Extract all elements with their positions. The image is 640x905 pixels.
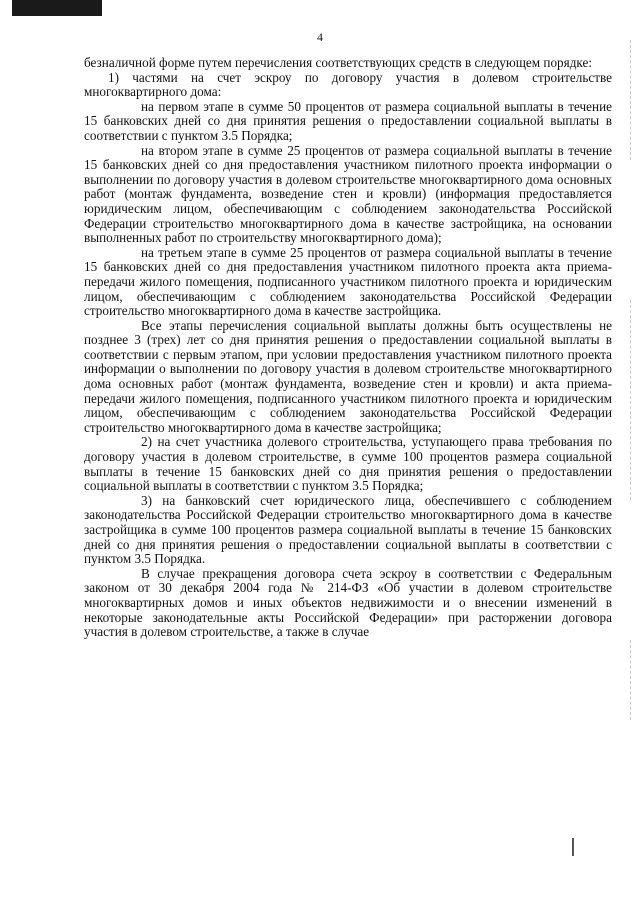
paragraph: В случае прекращения договора счета эскроу в соответствии с Федеральным законом от 30 декабря 2004 года № 214-ФЗ «Об участии в долевом строительстве многоквартирных домов и иных объектов недвижимости и о внесении изменений в некоторые законодательные акты Российской Федерации» при расторжении договора участия в долевом строительстве, а также в случае <box>84 565 612 640</box>
scan-artifact-top <box>12 0 102 16</box>
paragraph: на третьем этапе в сумме 25 процентов от размера социальной выплаты в течение 15 банковских дней со дня предоставления участником пилотного проекта акта приема-передачи жилого помещения, подписанного участником пилотного проекта и юридическим лицом, обеспечивающим с соблюдением законодательства Российской Федерации строительство многоквартирного дома в качестве застройщика. <box>84 244 612 319</box>
scan-artifact-mark <box>572 838 574 856</box>
paragraph: безналичной форме путем перечисления соответствующих средств в следующем порядке: <box>84 55 593 70</box>
paragraph: 2) на счет участника долевого строительства, уступающего права требования по договору участия в долевом строительстве, в сумме 100 процентов размера социальной выплаты в течение 15 банковских дней со дня принятия решения о предоставлении социальной выплаты в соответствии с пунктом 3.5 Порядка; <box>84 434 612 494</box>
paragraph: на первом этапе в сумме 50 процентов от размера социальной выплаты в течение 15 банковских дней со дня принятия решения о предоставлении социальной выплаты в соответствии с пунктом 3.5 Порядка; <box>84 98 612 143</box>
paragraph: 3) на банковский счет юридического лица, обеспечившего с соблюдением законодательства Российской Федерации строительство многоквартирного дома в качестве застройщика в сумме 100 процентов размера социальной выплаты в течение 15 банковских дней со дня принятия решения о предоставлении социальной выплаты в соответствии с пунктом 3.5 Порядка. <box>84 492 612 567</box>
paragraph: на втором этапе в сумме 25 процентов от размера социальной выплаты в течение 15 банковских дней со дня предоставления участником пилотного проекта информации о выполнении по договору участия в долевом строительстве многоквартирного дома основных работ (монтаж фундамента, возведение стен и кровли) (информация предоставляется юридическим лицом, обеспечивающим с соблюдением законодательства Российской Федерации строительство многоквартирного дома в качестве застройщика, на основании выполненных работ по строительству многоквартирного дома); <box>84 142 612 246</box>
scan-edge-dots <box>630 300 632 500</box>
document-body <box>84 56 612 640</box>
scan-edge-dots <box>630 40 632 160</box>
paragraph: Все этапы перечисления социальной выплаты должны быть осуществлены не позднее 3 (трех) лет со дня принятия решения о предоставлении социальной выплаты в соответствии с первым этапом, при условии предоставления участником пилотного проекта информации о выполнении по договору участия в долевом строительстве многоквартирного дома основных работ (монтаж фундамента, возведение стен и кровли) и акта приема-передачи жилого помещения, подписанного участником пилотного проекта и юридическим лицом, обеспечивающим с соблюдением законодательства Российской Федерации строительство многоквартирного дома в качестве застройщика; <box>84 317 612 435</box>
paragraph: 1) частями на счет эскроу по договору участия в долевом строительстве многоквартирного дома: <box>84 69 612 100</box>
page-number: 4 <box>317 30 323 44</box>
scan-edge-dots <box>630 640 632 720</box>
